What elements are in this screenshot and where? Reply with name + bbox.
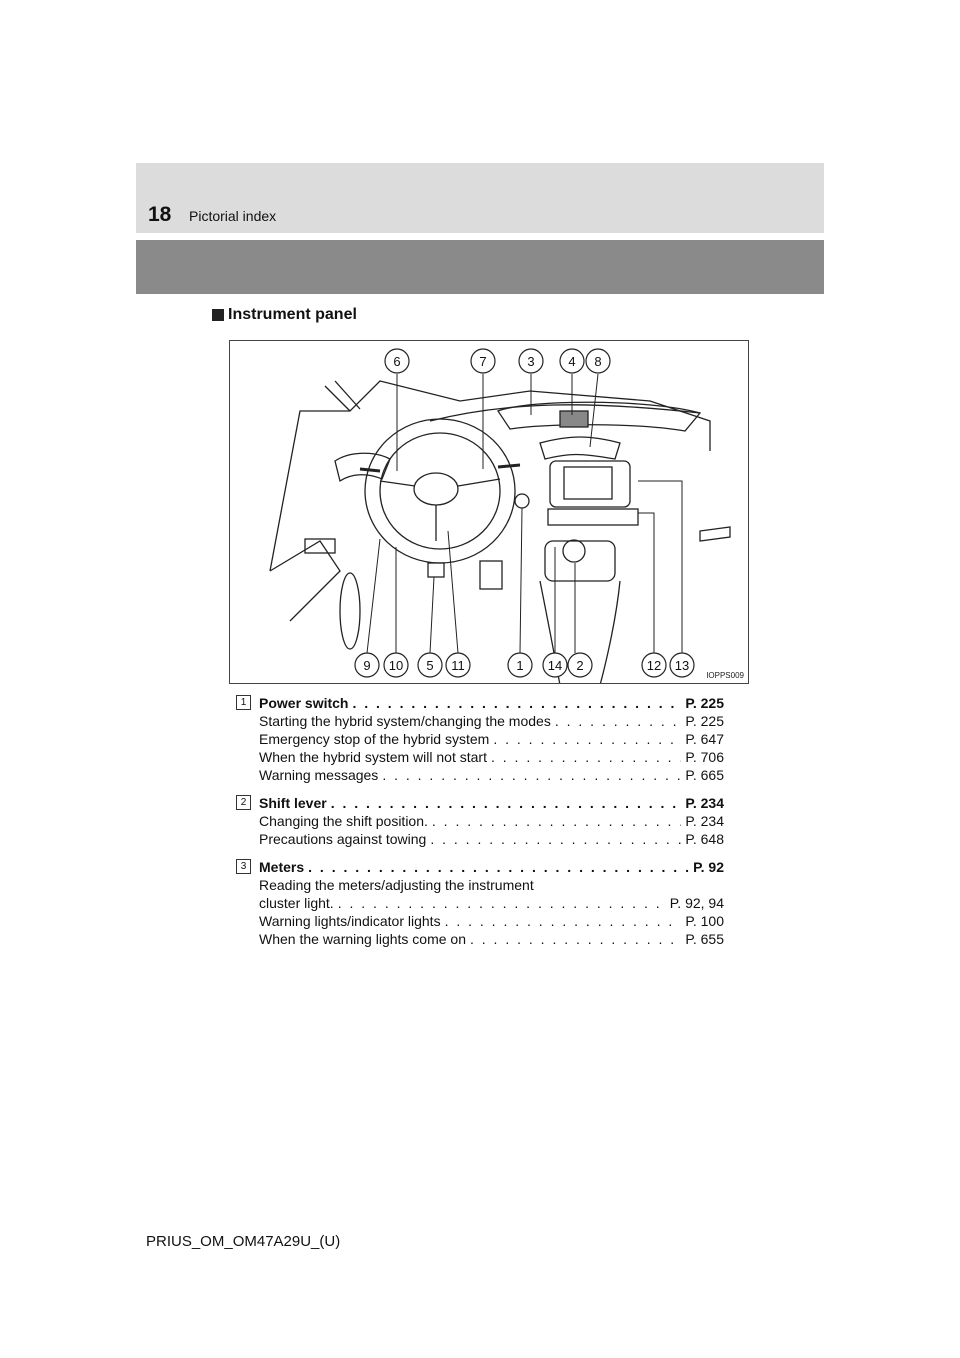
sub-label: Reading the meters/adjusting the instrument (259, 877, 534, 893)
dot-leader (555, 712, 682, 730)
entry-sub-row[interactable] (236, 748, 724, 766)
callout-2 (568, 653, 592, 677)
entry-sub-row[interactable] (236, 930, 724, 948)
callout-10 (384, 653, 408, 677)
svg-text:11: 11 (451, 658, 465, 673)
callout-4 (560, 349, 584, 373)
entry-sub-row[interactable] (236, 766, 724, 784)
entry-sub-row[interactable] (236, 830, 724, 848)
index-entry (236, 694, 724, 784)
entry-title: Power switch (259, 695, 349, 711)
entry-page: P. 234 (685, 795, 724, 811)
entry-sub-row[interactable] (236, 894, 724, 912)
callout-7 (471, 349, 495, 373)
svg-text:7: 7 (479, 354, 487, 369)
section-title: Pictorial index (189, 208, 277, 224)
callout-3 (519, 349, 543, 373)
index-entry (236, 858, 724, 948)
sub-label: Warning messages (259, 767, 379, 783)
entry-page: P. 225 (685, 695, 724, 711)
sub-page: P. 647 (685, 731, 724, 747)
entry-sub-row-wrapped (236, 876, 724, 894)
sub-page: P. 665 (685, 767, 724, 783)
document-footer-code: PRIUS_OM_OM47A29U_(U) (146, 1233, 341, 1250)
callout-13 (670, 653, 694, 677)
section-heading (212, 306, 357, 324)
svg-text:1: 1 (516, 658, 524, 673)
index-entries (236, 694, 724, 958)
callout-11 (446, 653, 470, 677)
callout-14 (543, 653, 567, 677)
sub-page: P. 100 (685, 913, 724, 929)
sub-page: P. 225 (685, 713, 724, 729)
svg-text:10: 10 (388, 658, 404, 673)
title-band (136, 240, 824, 294)
sub-page: P. 706 (685, 749, 724, 765)
callout-12 (642, 653, 666, 677)
svg-text:6: 6 (393, 354, 401, 369)
svg-text:13: 13 (674, 658, 690, 673)
svg-text:3: 3 (527, 354, 535, 369)
callout-9 (355, 653, 379, 677)
dot-leader (338, 894, 666, 912)
instrument-panel-figure (229, 340, 749, 684)
svg-text:4: 4 (568, 354, 576, 369)
entry-sub-row[interactable] (236, 912, 724, 930)
entry-title: Shift lever (259, 795, 327, 811)
dot-leader (308, 858, 689, 876)
heading-text: Instrument panel (228, 306, 357, 323)
square-bullet-icon (212, 309, 224, 321)
sub-page: P. 92, 94 (669, 895, 724, 911)
sub-label: When the hybrid system will not start (259, 749, 487, 765)
sub-label: Changing the shift position. (259, 813, 428, 829)
dot-leader (493, 730, 681, 748)
sub-page: P. 648 (685, 831, 724, 847)
entry-sub-row[interactable] (236, 730, 724, 748)
dot-leader (470, 930, 681, 948)
sub-label: Starting the hybrid system/changing the modes (259, 713, 551, 729)
sub-label: cluster light. (259, 895, 334, 911)
dot-leader (491, 748, 681, 766)
dot-leader (331, 794, 682, 812)
callout-1 (508, 653, 532, 677)
figure-code: IOPPS009 (706, 671, 744, 680)
dot-leader (430, 830, 681, 848)
dot-leader (445, 912, 682, 930)
page-number: 18 (148, 203, 172, 226)
entry-number: 3 (236, 859, 251, 874)
svg-text:9: 9 (363, 658, 371, 673)
svg-text:2: 2 (576, 658, 584, 673)
sub-page: P. 655 (685, 931, 724, 947)
sub-label: Precautions against towing (259, 831, 427, 847)
callout-5 (418, 653, 442, 677)
entry-page: P. 92 (693, 859, 724, 875)
dot-leader (352, 694, 681, 712)
sub-label: When the warning lights come on (259, 931, 466, 947)
callout-8 (586, 349, 610, 373)
callout-6 (385, 349, 409, 373)
sub-label: Warning lights/indicator lights (259, 913, 441, 929)
entry-sub-row[interactable] (236, 812, 724, 830)
dashboard-illustration (230, 341, 749, 684)
entry-number: 2 (236, 795, 251, 810)
index-entry (236, 794, 724, 848)
header-band (136, 163, 824, 233)
entry-sub-row[interactable] (236, 712, 724, 730)
entry-main-row[interactable] (236, 858, 724, 876)
entry-title: Meters (259, 859, 305, 875)
svg-text:8: 8 (594, 354, 602, 369)
svg-text:12: 12 (646, 658, 662, 673)
entry-number: 1 (236, 695, 251, 710)
svg-text:5: 5 (426, 658, 434, 673)
svg-text:14: 14 (547, 658, 563, 673)
entry-main-row[interactable] (236, 794, 724, 812)
sub-page: P. 234 (685, 813, 724, 829)
sub-label: Emergency stop of the hybrid system (259, 731, 490, 747)
dot-leader (382, 766, 681, 784)
entry-main-row[interactable] (236, 694, 724, 712)
dot-leader (432, 812, 681, 830)
